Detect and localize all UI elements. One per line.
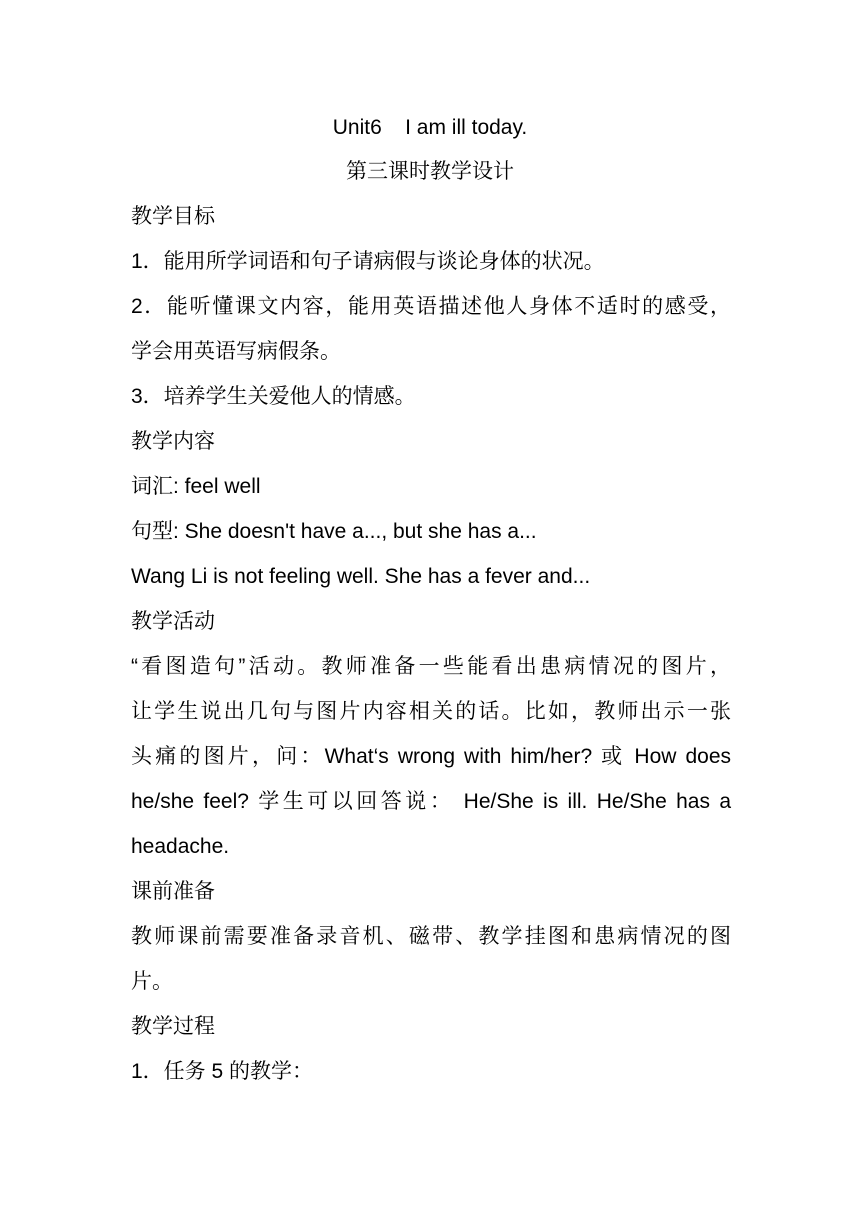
process-item-1: 1．任务 5 的教学： bbox=[131, 1060, 314, 1083]
content-example-sentence: Wang Li is not feeling well. She has a fever and... bbox=[131, 565, 591, 588]
section-heading-process: 教学过程 bbox=[131, 1015, 215, 1038]
document-title: Unit6 I am ill today. bbox=[332, 116, 528, 139]
preparation-line-2: 片。 bbox=[131, 970, 173, 993]
section-heading-objectives: 教学目标 bbox=[131, 205, 215, 228]
activity-line-4: he/she feel? 学生可以回答说： He/She is ill. He/She has a bbox=[131, 790, 731, 813]
section-heading-activity: 教学活动 bbox=[131, 610, 215, 633]
content-vocabulary: 词汇: feel well bbox=[131, 475, 261, 498]
activity-line-3: 头痛的图片，问：What‘s wrong with him/her? 或 How does bbox=[131, 745, 731, 768]
objective-item-2-line-1: 2．能听懂课文内容，能用英语描述他人身体不适时的感受， bbox=[131, 295, 731, 318]
activity-line-1: “看图造句”活动。教师准备一些能看出患病情况的图片， bbox=[131, 655, 731, 678]
content-sentence-pattern: 句型: She doesn't have a..., but she has a... bbox=[131, 520, 537, 543]
activity-line-2: 让学生说出几句与图片内容相关的话。比如，教师出示一张 bbox=[131, 700, 731, 723]
objective-item-1: 1．能用所学词语和句子请病假与谈论身体的状况。 bbox=[131, 250, 605, 273]
preparation-line-1: 教师课前需要准备录音机、磁带、教学挂图和患病情况的图 bbox=[131, 925, 731, 948]
document-subtitle: 第三课时教学设计 bbox=[346, 160, 514, 183]
section-heading-preparation: 课前准备 bbox=[131, 880, 215, 903]
objective-item-3: 3．培养学生关爱他人的情感。 bbox=[131, 385, 416, 408]
section-heading-content: 教学内容 bbox=[131, 430, 215, 453]
activity-line-5: headache. bbox=[131, 835, 230, 858]
objective-item-2-line-2: 学会用英语写病假条。 bbox=[131, 340, 341, 363]
